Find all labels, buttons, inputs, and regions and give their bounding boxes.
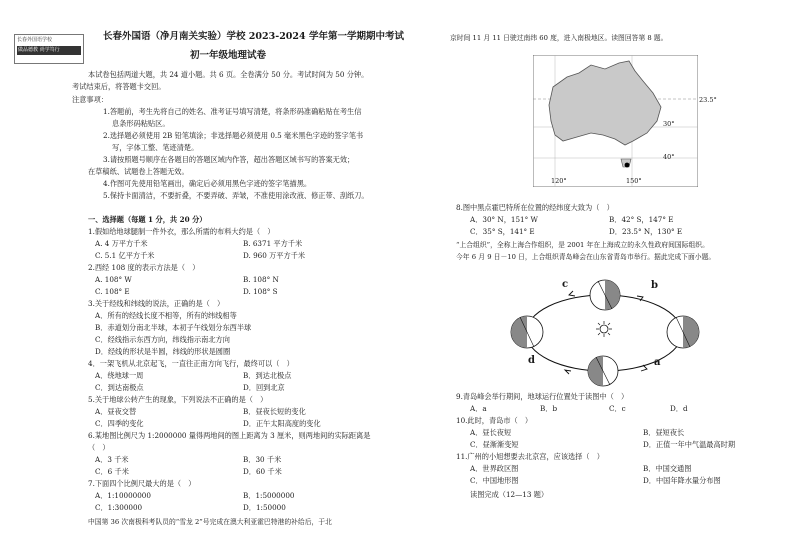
question-3: 3.关于经线和纬线的说法，正确的是（ ） (88, 299, 225, 308)
orbit-arrow (565, 370, 571, 374)
option[interactable]: D．d (670, 404, 688, 413)
option[interactable]: B．昼夜长短的变化 (243, 407, 306, 416)
instruction-line: 2.选择题必须使用 2B 铅笔填涂；非选择题必须使用 0.5 毫米黑色字迹的签字笔书 (103, 131, 364, 140)
option[interactable]: D．正午太阳高度的变化 (243, 419, 321, 428)
option[interactable]: C. 5.1 亿平方千米 (95, 251, 155, 260)
option[interactable]: A．昼长夜短 (470, 428, 512, 437)
question-9: 9.青岛峰会举行期间，地球运行位置处于读图中（ ） (456, 392, 629, 401)
option[interactable]: D．23.5° N，130° E (609, 227, 683, 236)
instruction-line: 考试结束后，将答题卡交回。 (72, 82, 166, 91)
option[interactable]: D．60 千米 (243, 467, 282, 476)
option[interactable]: B. 6371 平方千米 (243, 239, 303, 248)
earth-icon-left (511, 316, 543, 348)
instruction-line: 5.保持卡面清洁，不要折叠，不要弄破、弄皱，不准使用涂改液、修正带、刮纸刀。 (103, 191, 369, 200)
instruction-line: 3.请按照题号顺序在各题目的答题区域内作答，超出答题区域书写的答案无效； (103, 155, 355, 164)
option[interactable]: A. 108° W (95, 275, 132, 284)
option[interactable]: A．30° N，151° W (470, 215, 538, 224)
lon-label: 150° (626, 177, 642, 185)
lon-label: 120° (551, 177, 567, 185)
question-4: 4．一架飞机从北京起飞，一直往正南方向飞行，最终可以（ ） (88, 359, 294, 368)
instruction-heading: 注意事项： (72, 95, 108, 104)
passage-text: “上合组织”，全称上海合作组织，是 2001 年在上海成立的永久性政府间国际组织。 (456, 241, 709, 249)
question-8: 8.图中黑点霍巴特所在位置的经纬度大致为（ ） (456, 203, 614, 212)
option[interactable]: B．30 千米 (243, 455, 282, 464)
exam-title: 长春外国语（净月南关实验）学校 2023-2024 学年第一学期期中考试 (103, 31, 404, 42)
option[interactable]: A．a (470, 404, 487, 413)
option[interactable]: C．昼渐渐变短 (470, 440, 519, 449)
passage-text: 中国第 36 次南极科考队员的“雪龙 2”号完成在澳大利亚霍巴特港的补给后，于北 (88, 518, 332, 526)
option[interactable]: C．35° S，141° E (470, 227, 535, 236)
question-1: 1.假如给地球腿制一件外衣，那么所需的布料大约是（ ） (88, 227, 275, 236)
school-logo (14, 34, 84, 64)
instruction-line: 息条形码粘贴区。 (112, 119, 170, 128)
orbit-label-a: a (654, 357, 661, 368)
option[interactable]: C．到达南极点 (95, 383, 144, 392)
option[interactable]: A．1:10000000 (95, 491, 151, 500)
orbit-label-b: b (651, 280, 658, 291)
orbit-arrow (569, 291, 575, 296)
earth-icon-bottom (588, 356, 618, 386)
option[interactable]: A．绕地球一周 (95, 371, 144, 380)
option[interactable]: D．1:50000 (243, 503, 286, 512)
option[interactable]: A．所有的经线长度不相等，所有的纬线相等 (95, 311, 237, 320)
option[interactable]: C．四季的变化 (95, 419, 144, 428)
sun-icon (596, 321, 612, 337)
option[interactable]: D．经线的形状是半圆，纬线的形状是圆圈 (95, 347, 231, 356)
option[interactable]: A．世界政区图 (470, 464, 519, 473)
question-11: 11.广州的小旭想要去北京宫，应该选择（ ） (456, 452, 604, 461)
option[interactable]: B．b (540, 404, 558, 413)
orbit-label-d: d (528, 355, 535, 366)
instruction-line: 在草稿纸、试题卷上答题无效。 (88, 167, 189, 176)
earth-icon-top (590, 280, 620, 310)
instruction-line: 写，字体工整、笔迹清楚。 (112, 143, 199, 152)
option[interactable]: D．正值一年中气温最高时期 (643, 440, 736, 449)
option[interactable]: D. 960 万平方千米 (243, 251, 306, 260)
logo-text: 长春外国语学校 (17, 37, 53, 43)
question-7: 7.下面四个比例尺最大的是（ ） (88, 479, 196, 488)
question-6-cont: （ ） (88, 443, 110, 452)
option[interactable]: A. 4 万平方千米 (95, 239, 148, 248)
lat-label: 30° (663, 120, 675, 128)
option[interactable]: B．昼短夜长 (643, 428, 685, 437)
passage-text: 今年 6 月 9 日－10 日，上合组织青岛峰会在山东省青岛市举行。据此完成下面小题。 (456, 253, 716, 261)
option[interactable]: B．42° S，147° E (609, 215, 674, 224)
question-10: 10.此时，青岛市（ ） (456, 416, 533, 425)
hobart-dot (625, 163, 630, 168)
exam-subtitle: 初一年级地理试卷 (190, 50, 267, 61)
option[interactable]: A．昼夜交替 (95, 407, 137, 416)
option[interactable]: D．中国年降水量分布图 (643, 476, 721, 485)
instruction-line: 本试卷包括两道大题，共 24 道小题。共 6 页。全卷满分 50 分。考试时间为 50 分钟。 (88, 70, 369, 79)
option[interactable]: B．1:5000000 (243, 491, 295, 500)
orbit-label-c: c (562, 279, 569, 290)
question-5: 5.关于地球公转产生的现象，下列说法不正确的是（ ） (88, 395, 268, 404)
option[interactable]: A．3 千米 (95, 455, 129, 464)
logo-motto: 做品德教 尚学笃行 (17, 46, 81, 55)
lat-label: 40° (663, 153, 675, 161)
option[interactable]: C. 108° E (95, 287, 130, 296)
question-6: 6.某地图比例尺为 1:2000000 量得两地间的图上距离为 3 厘米，则两地间的实际距离是 (88, 431, 371, 440)
earth-orbit-diagram (505, 277, 703, 389)
option[interactable]: C．中国地形图 (470, 476, 519, 485)
option[interactable]: C．1:300000 (95, 503, 143, 512)
option[interactable]: C．6 千米 (95, 467, 129, 476)
instruction-line: 4.作图可先使用铅笔画出，确定后必须用黑色字迹的签字笔描黑。 (103, 179, 312, 188)
section-heading: 一、选择题（每题 1 分，共 20 分） (88, 215, 207, 224)
earth-icon-right (667, 316, 699, 348)
option[interactable]: D．回到北京 (243, 383, 285, 392)
read-note: 读图完成（12—13 题） (470, 490, 549, 499)
instruction-line: 1.答题前，考生先将自己的姓名、准考证号填写清楚，将条形码准确粘贴在考生信 (103, 107, 362, 116)
passage-text: 京时间 11 月 11 日驶过南纬 60 度，进入南极地区。读图回答第 8 题。 (450, 34, 668, 42)
option[interactable]: C．c (609, 404, 626, 413)
option[interactable]: B. 108° N (243, 275, 279, 284)
option[interactable]: B．中国交通图 (643, 464, 692, 473)
option[interactable]: D. 108° S (243, 287, 278, 296)
question-2: 2.西经 108 度的表示方法是（ ） (88, 263, 200, 272)
option[interactable]: C．经线指示东西方向，纬线指示南北方向 (95, 335, 230, 344)
lat-label: 23.5° (699, 96, 717, 104)
option[interactable]: B．到达北极点 (243, 371, 292, 380)
option[interactable]: B．赤道划分南北半球，本初子午线划分东西半球 (95, 323, 252, 332)
